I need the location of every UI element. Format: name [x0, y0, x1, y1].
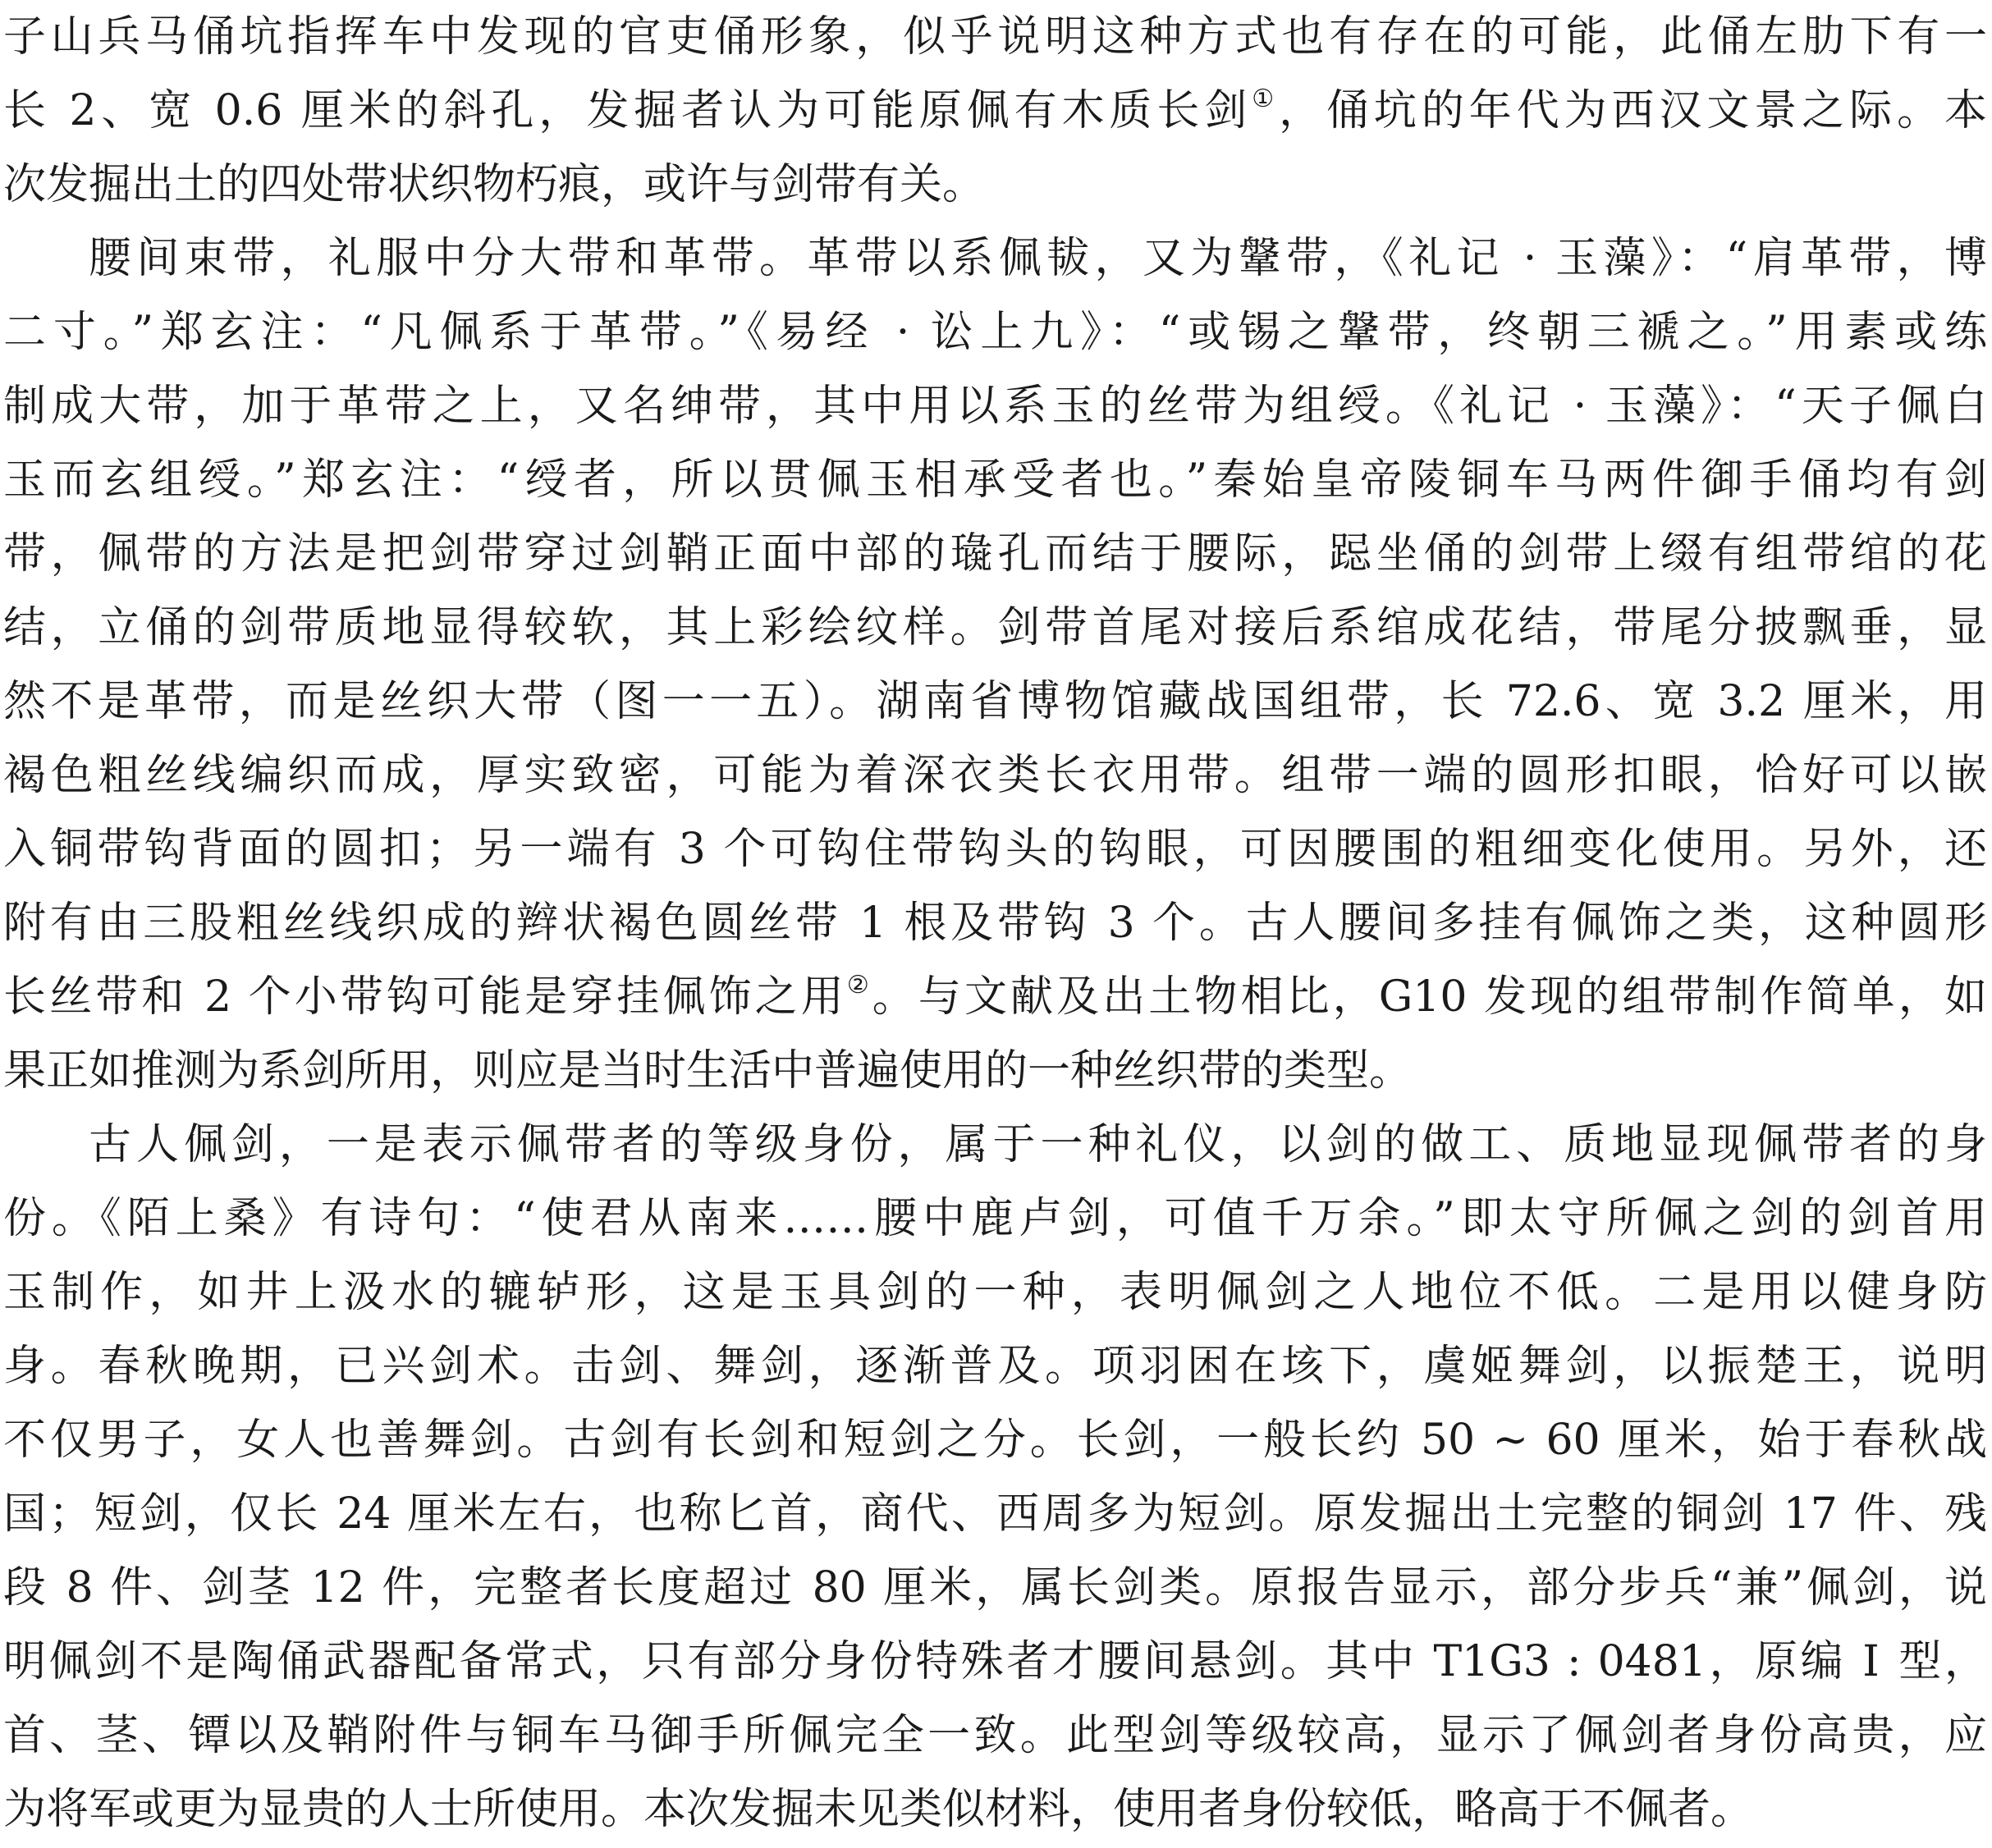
text-line: 为将军或更为显贵的人士所使用。本次发掘未见类似材料，使用者身份较低，略高于不佩者。: [3, 1785, 1754, 1834]
text-line: 结，立俑的剑带质地显得较软，其上彩绘纹样。剑带首尾对接后系绾成花结，带尾分披飘垂，显: [3, 603, 1987, 652]
text-line: 份。《陌上桑》有诗句：“使君从南来……腰中鹿卢剑，可值千万余。”即太守所佩之剑的剑首用: [3, 1194, 1987, 1243]
text-line: 二寸。”郑玄注：“凡佩系于革带。”《易经 · 讼上九》：“或锡之鞶带，终朝三褫之。”用素或练: [3, 308, 1987, 357]
text-line: 身。春秋晚期，已兴剑术。击剑、舞剑，逐渐普及。项羽困在垓下，虞姬舞剑，以振楚王，说明: [3, 1342, 1987, 1391]
text-line: 子山兵马俑坑指挥车中发现的官吏俑形象，似乎说明这种方式也有存在的可能，此俑左肋下有一: [3, 12, 1987, 62]
text-line: 褐色粗丝线编织而成，厚实致密，可能为着深衣类长衣用带。组带一端的圆形扣眼，恰好可以嵌: [3, 751, 1987, 800]
text-line: 果正如推测为系剑所用，则应是当时生活中普遍使用的一种丝织带的类型。: [3, 1046, 1413, 1096]
text-line: 段 8 件、剑茎 12 件，完整者长度超过 80 厘米，属长剑类。原报告显示，部分步兵“兼”佩剑，说: [3, 1563, 1987, 1612]
footnote-marker[interactable]: ①: [1252, 85, 1280, 113]
paragraph-first-line: 腰间束带，礼服中分大带和革带。革带以系佩韨，又为鞶带，《礼记 · 玉藻》：“肩革带，博: [89, 234, 1987, 283]
text-line: 国；短剑，仅长 24 厘米左右，也称匕首，商代、西周多为短剑。原发掘出土完整的铜剑 17 件、残: [3, 1489, 1987, 1539]
paragraph-first-line: 古人佩剑，一是表示佩带者的等级身份，属于一种礼仪，以剑的做工、质地显现佩带者的身: [89, 1120, 1987, 1169]
text-line: 玉制作，如井上汲水的辘轳形，这是玉具剑的一种，表明佩剑之人地位不低。二是用以健身防: [3, 1268, 1987, 1317]
text-line: 首、茎、镡以及鞘附件与铜车马御手所佩完全一致。此型剑等级较高，显示了佩剑者身份高贵，应: [3, 1711, 1987, 1760]
text-line: 长丝带和 2 个小带钩可能是穿挂佩饰之用②。与文献及出土物相比，G10 发现的组带制作简单，如: [3, 971, 1987, 1022]
text-line: 然不是革带，而是丝织大带（图一一五）。湖南省博物馆藏战国组带，长 72.6、宽 3.2 厘米，用: [3, 677, 1987, 726]
text-line: 制成大带，加于革带之上，又名绅带，其中用以系玉的丝带为组绶。《礼记 · 玉藻》：“天子佩白: [3, 382, 1987, 431]
text-line: 附有由三股粗丝线织成的辫状褐色圆丝带 1 根及带钩 3 个。古人腰间多挂有佩饰之类，这种圆形: [3, 899, 1987, 948]
text-line: 长 2、宽 0.6 厘米的斜孔，发掘者认为可能原佩有木质长剑①，俑坑的年代为西汉文景之际。本: [3, 85, 1987, 135]
text-line: 次发掘出土的四处带状织物朽痕，或许与剑带有关。: [3, 160, 986, 209]
text-line: 带，佩带的方法是把剑带穿过剑鞘正面中部的璏孔而结于腰际，跽坐俑的剑带上缀有组带绾的花: [3, 529, 1987, 579]
text-line: 入铜带钩背面的圆扣；另一端有 3 个可钩住带钩头的钩眼，可因腰围的粗细变化使用。另外，还: [3, 825, 1987, 874]
text-line: 玉而玄组绶。”郑玄注：“绶者，所以贯佩玉相承受者也。”秦始皇帝陵铜车马两件御手俑均有剑: [3, 455, 1987, 505]
footnote-marker[interactable]: ②: [846, 971, 872, 999]
text-line: 不仅男子，女人也善舞剑。古剑有长剑和短剑之分。长剑，一般长约 50 ~ 60 厘米，始于春秋战: [3, 1416, 1987, 1465]
text-line: 明佩剑不是陶俑武器配备常式，只有部分身份特殊者才腰间悬剑。其中 T1G3 : 0481，原编 Ⅰ 型，: [3, 1637, 1987, 1686]
